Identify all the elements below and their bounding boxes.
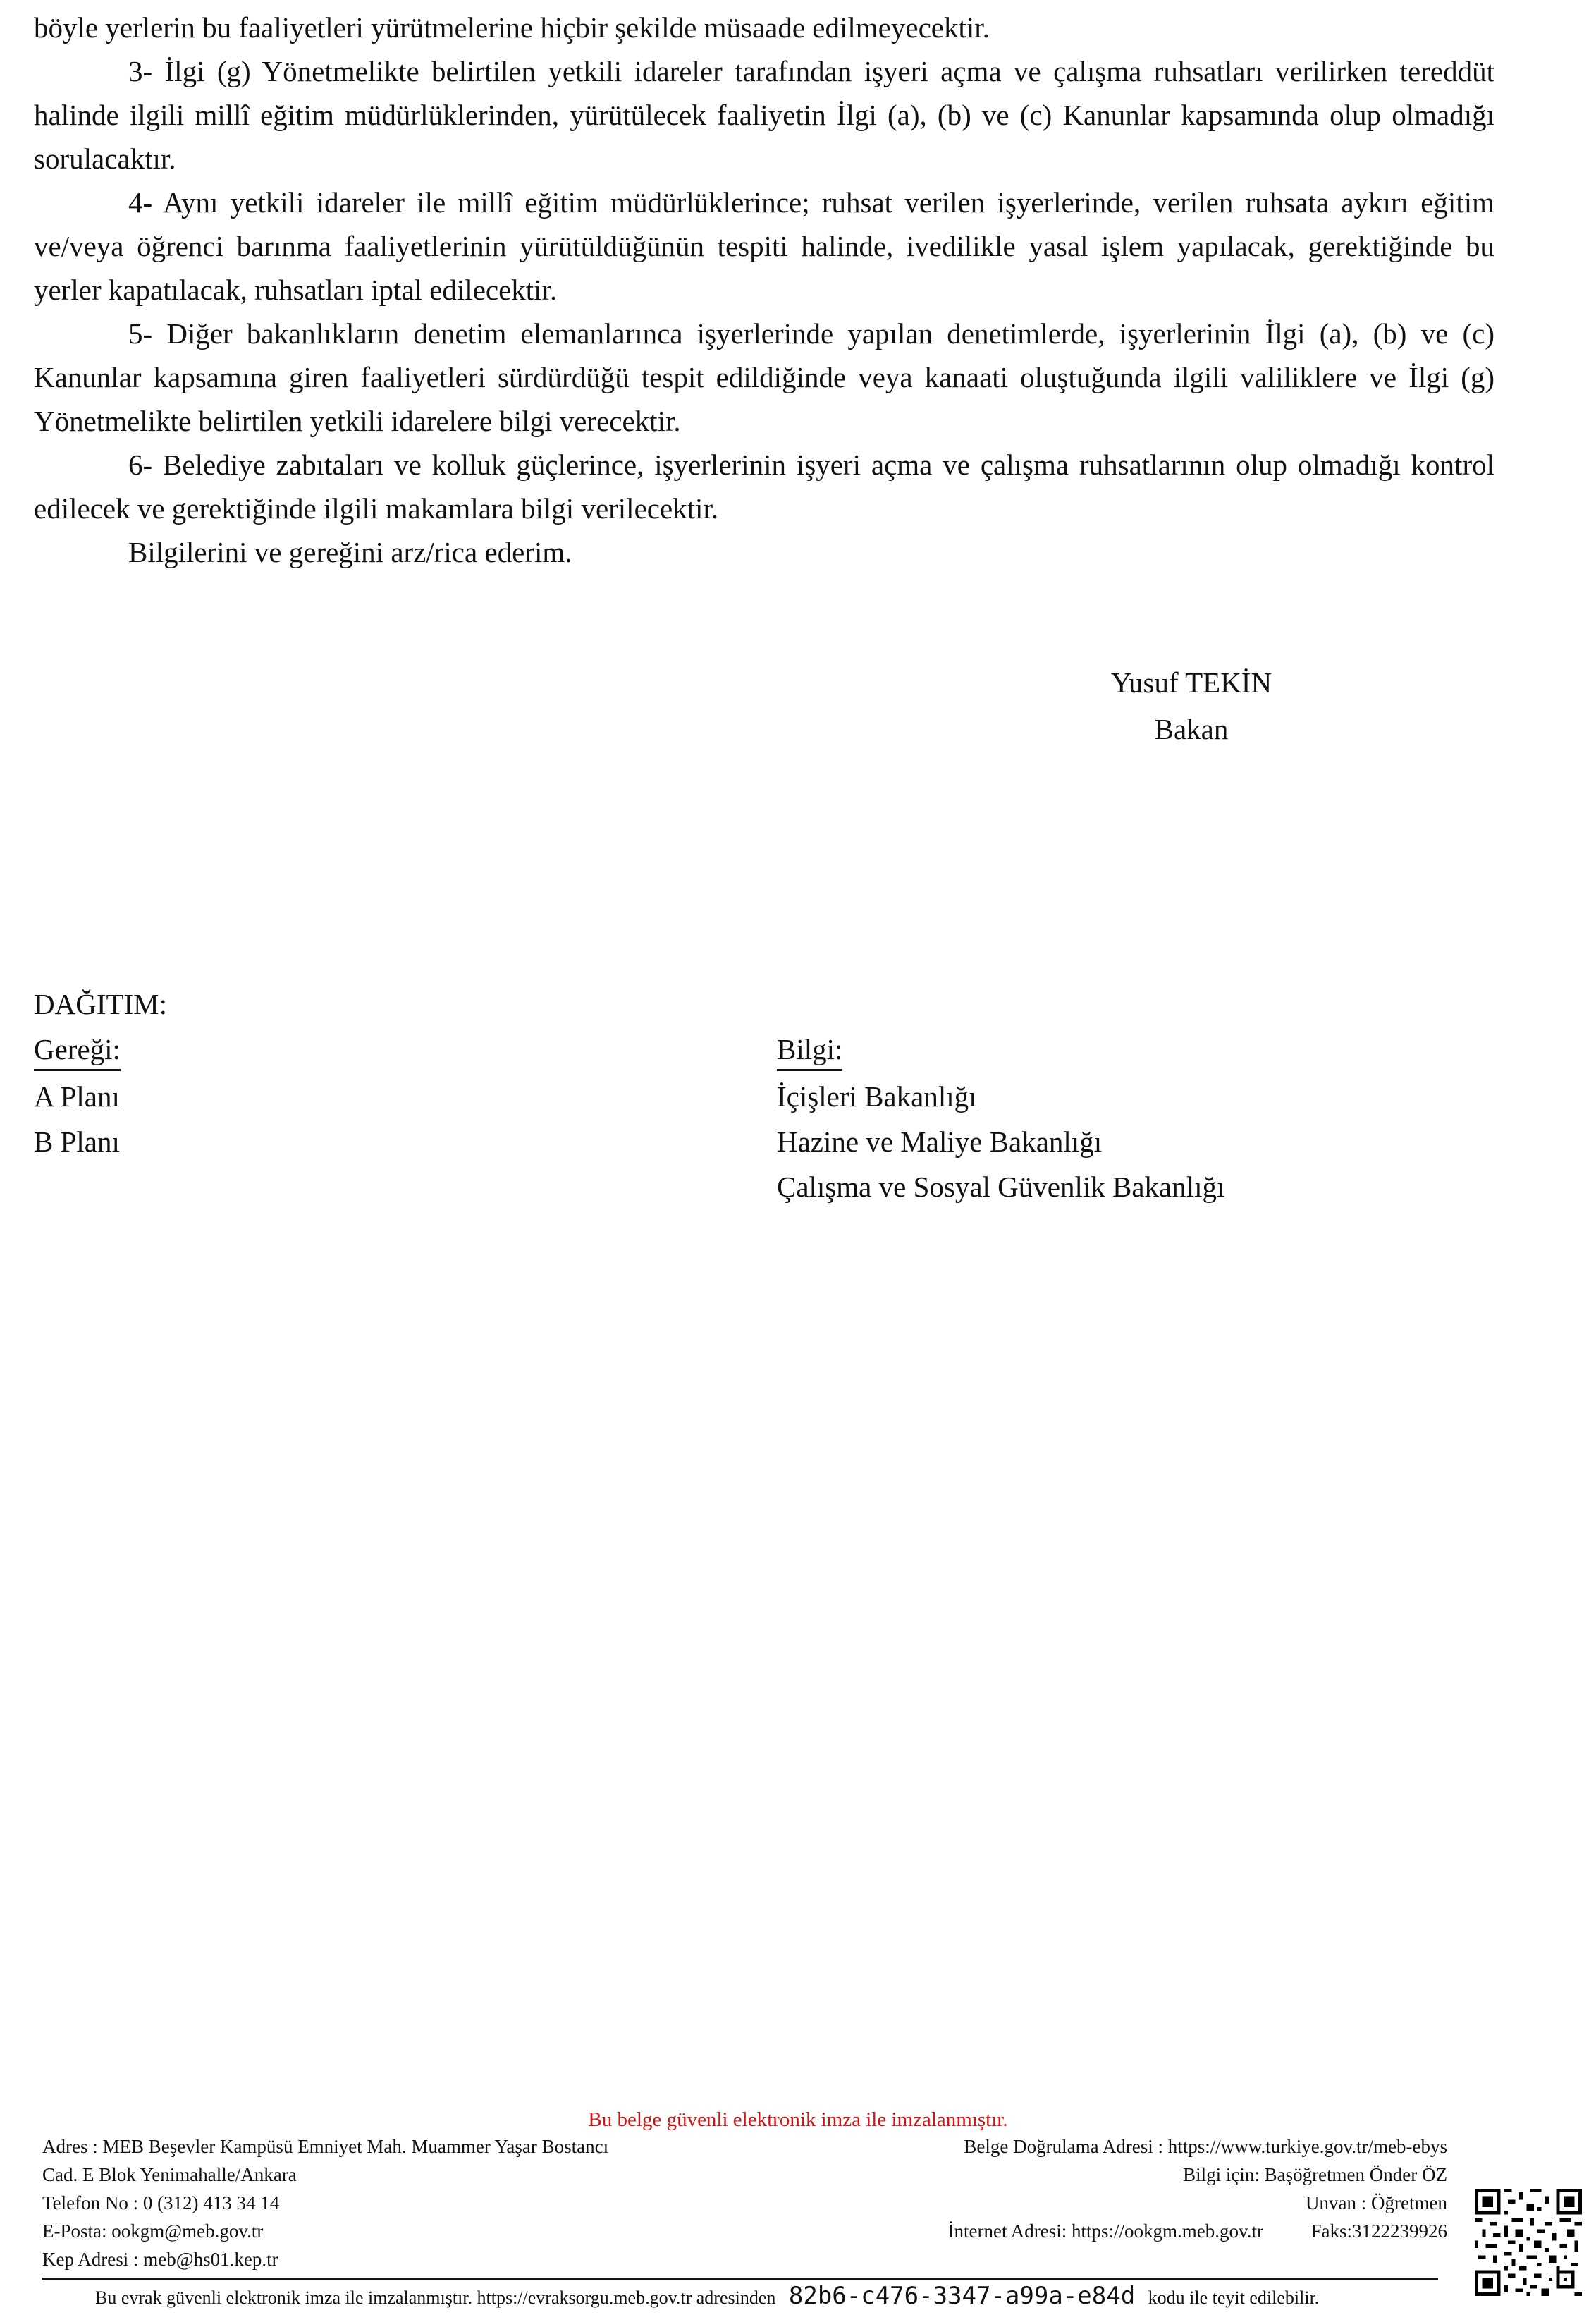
gereği-item: B Planı: [34, 1125, 120, 1158]
bilgi-heading: Bilgi:: [777, 1030, 842, 1071]
document-body: [34, 6, 1494, 574]
verification-suffix: kodu ile teyit edilebilir.: [1148, 2287, 1320, 2308]
signatory-name: Yusuf TEKİN: [1110, 666, 1272, 699]
gereği-heading: Gereği:: [34, 1030, 121, 1071]
bilgi-item: Hazine ve Maliye Bakanlığı: [777, 1125, 1103, 1158]
gereği-item: A Planı: [34, 1080, 120, 1113]
footer-contact-person: Bilgi için: Başöğretmen Önder ÖZ: [1183, 2164, 1447, 2185]
document-footer: [0, 2101, 1596, 2315]
paragraph-item-3: 3- İlgi (g) Yönetmelikte belirtilen yetkili idareler tarafından işyeri açma ve çalışma ruhsatları verilirken tereddüt halinde ilgili millî eğitim müdürlüklerinden, yürütülecek faaliyetin İlgi (a), (b) ve (c) Kanunlar kapsamında olup olmadığı sorulacaktır.: [34, 55, 1494, 175]
verification-line: [95, 2282, 1319, 2310]
footer-contact-left: [42, 2132, 608, 2273]
verification-prefix: Bu evrak güvenli elektronik imza ile imzalanmıştır. https://evraksorgu.meb.gov.tr adresinden: [95, 2287, 776, 2308]
footer-email: E-Posta: ookgm@meb.gov.tr: [42, 2221, 264, 2242]
distribution-block: [34, 982, 1514, 1209]
footer-divider: [42, 2278, 1438, 2280]
footer-address-line-2: Cad. E Blok Yenimahalle/Ankara: [42, 2164, 297, 2185]
signature-block: [1043, 659, 1339, 752]
footer-contact-right: [948, 2132, 1447, 2245]
footer-address-line-1: Adres : MEB Beşevler Kampüsü Emniyet Mah. Muammer Yaşar Bostancı: [42, 2136, 609, 2157]
bilgi-item: İçişleri Bakanlığı: [777, 1080, 977, 1113]
footer-kep: Kep Adresi : meb@hs01.kep.tr: [42, 2249, 278, 2270]
footer-contact-title: Unvan : Öğretmen: [1306, 2192, 1447, 2213]
distribution-title: DAĞITIM:: [34, 988, 168, 1020]
qr-code-icon: [1475, 2186, 1582, 2299]
paragraph-continuation: böyle yerlerin bu faaliyetleri yürütmelerine hiçbir şekilde müsaade edilmeyecektir.: [34, 11, 990, 44]
verification-code: 82b6-c476-3347-a99a-e84d: [788, 2282, 1136, 2310]
signatory-title: Bakan: [1154, 713, 1229, 745]
footer-phone: Telefon No : 0 (312) 413 34 14: [42, 2192, 280, 2213]
bilgi-item: Çalışma ve Sosyal Güvenlik Bakanlığı: [777, 1171, 1225, 1203]
distribution-gereği-column: [34, 1027, 777, 1209]
paragraph-item-4: 4- Aynı yetkili idareler ile millî eğitim müdürlüklerince; ruhsat verilen işyerlerinde, verilen ruhsata aykırı eğitim ve/veya öğrenci barınma faaliyetlerinin yürütüldüğünün tespiti halinde, ivedilikle yasal işlem yapılacak, gerektiğinde bu yerler kapatılacak, ruhsatları iptal edilecektir.: [34, 186, 1494, 306]
footer-verification-address: Belge Doğrulama Adresi : https://www.turkiye.gov.tr/meb-ebys: [964, 2136, 1447, 2157]
footer-web-fax: İnternet Adresi: https://ookgm.meb.gov.tr Faks:3122239926: [947, 2221, 1447, 2242]
distribution-bilgi-column: [777, 1027, 1411, 1209]
closing-line: Bilgilerini ve gereğini arz/rica ederim.: [128, 536, 572, 568]
paragraph-item-5: 5- Diğer bakanlıkların denetim elemanlarınca işyerlerinde yapılan denetimlerde, işyerlerinin İlgi (a), (b) ve (c) Kanunlar kapsamına giren faaliyetleri sürdürdüğü tespit edildiğinde veya kanaati oluştuğunda ilgili valiliklere ve İlgi (g) Yönetmelikte belirtilen yetkili idarelere bilgi verecektir.: [34, 317, 1494, 437]
e-signature-notice: Bu belge güvenli elektronik imza ile imzalanmıştır.: [588, 2108, 1008, 2131]
paragraph-item-6: 6- Belediye zabıtaları ve kolluk güçlerince, işyerlerinin işyeri açma ve çalışma ruhsatlarının olup olmadığı kontrol edilecek ve gerektiğinde ilgili makamlara bilgi verilecektir.: [34, 448, 1494, 525]
